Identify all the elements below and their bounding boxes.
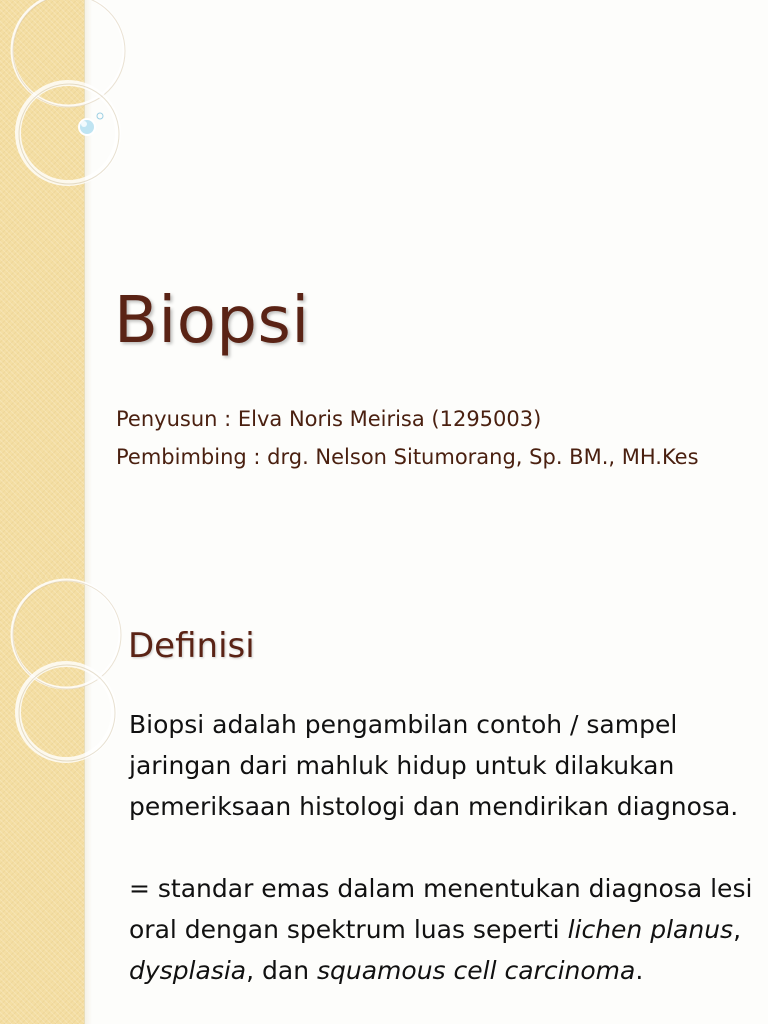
term-dysplasia: dysplasia xyxy=(129,956,247,985)
slide-body xyxy=(129,704,754,991)
separator: , xyxy=(733,915,742,944)
paragraph-text: = standar emas dalam menentukan diagnosa lesi oral dengan spektrum luas seperti xyxy=(129,874,753,944)
author-line: Penyusun : Elva Noris Meirisa (1295003) xyxy=(116,407,542,431)
slide-heading: Definisi xyxy=(128,626,255,666)
gold-standard-paragraph xyxy=(129,868,754,991)
slide-subtitle xyxy=(116,400,699,476)
paragraph-end: . xyxy=(635,956,644,985)
supervisor-line: Pembimbing : drg. Nelson Situmorang, Sp. BM., MH.Kes xyxy=(116,445,699,469)
circle-ornament-icon xyxy=(0,0,140,200)
slide-title: Biopsi xyxy=(114,284,310,358)
term-squamous-cell-carcinoma: squamous cell carcinoma xyxy=(317,956,636,985)
separator: , dan xyxy=(246,956,317,985)
term-lichen-planus: lichen planus xyxy=(567,915,734,944)
definition-paragraph: Biopsi adalah pengambilan contoh / sampel jaringan dari mahluk hidup untuk dilakukan pemeriksaan histologi dan mendirikan diagnosa. xyxy=(129,710,739,821)
definition-slide xyxy=(0,576,768,1024)
circle-ornament-icon xyxy=(0,576,140,776)
